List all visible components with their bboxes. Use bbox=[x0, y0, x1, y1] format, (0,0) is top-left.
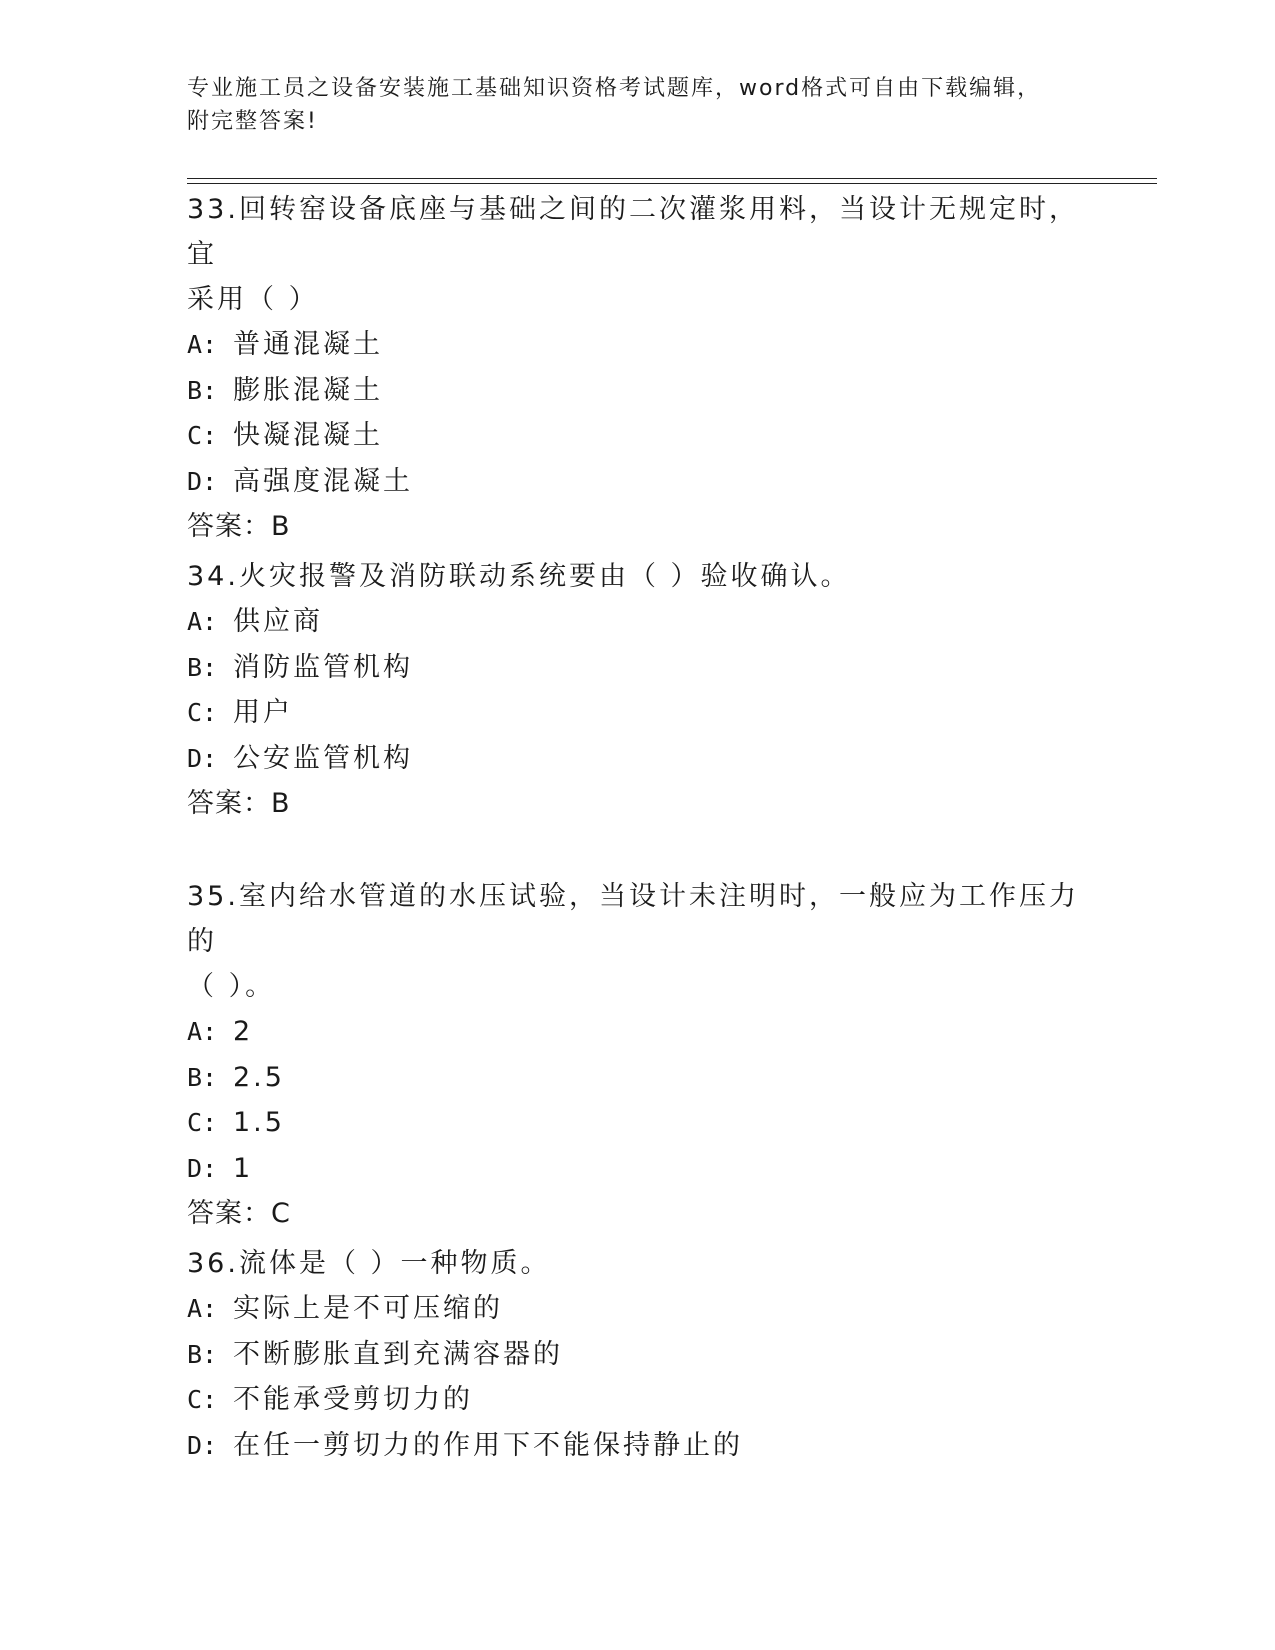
question-36 bbox=[187, 1241, 1087, 1468]
option-text: 快凝混凝土 bbox=[233, 420, 383, 452]
option-b bbox=[187, 1055, 1087, 1101]
question-stem-line-1: 33.回转窑设备底座与基础之间的二次灌浆用料，当设计无规定时，宜 bbox=[187, 194, 1079, 270]
option-text: 不断膨胀直到充满容器的 bbox=[233, 1338, 563, 1370]
option-text: 实际上是不可压缩的 bbox=[233, 1293, 503, 1324]
option-text: 普通混凝土 bbox=[233, 329, 383, 360]
option-letter: D: bbox=[187, 1430, 218, 1460]
option-a bbox=[187, 1286, 1087, 1332]
option-text: 不能承受剪切力的 bbox=[233, 1384, 473, 1416]
option-letter: A: bbox=[187, 330, 218, 359]
question-stem-line-1: 34.火灾报警及消防联动系统要由（ ）验收确认。 bbox=[187, 561, 851, 592]
option-b bbox=[187, 645, 1087, 691]
option-a bbox=[187, 322, 1087, 368]
option-letter: C: bbox=[187, 698, 218, 728]
option-text: 用户 bbox=[233, 697, 293, 729]
option-letter: D: bbox=[187, 743, 218, 773]
option-text: 2 bbox=[233, 1016, 254, 1047]
answer-line: 答案：B bbox=[187, 788, 291, 820]
option-letter: A: bbox=[187, 1294, 218, 1323]
option-c bbox=[187, 413, 1087, 459]
document-header bbox=[187, 72, 1087, 138]
option-text: 1 bbox=[233, 1152, 254, 1184]
option-letter: D: bbox=[187, 1153, 218, 1183]
option-letter: B: bbox=[187, 375, 218, 405]
option-text: 公安监管机构 bbox=[233, 742, 413, 774]
option-d bbox=[187, 1423, 1087, 1469]
option-letter: C: bbox=[187, 421, 218, 451]
option-letter: B: bbox=[187, 1062, 218, 1092]
header-line-2: 附完整答案! bbox=[187, 109, 318, 134]
option-text: 2.5 bbox=[233, 1061, 285, 1093]
option-text: 膨胀混凝土 bbox=[233, 374, 383, 406]
question-stem-line-1: 35.室内给水管道的水压试验，当设计未注明时，一般应为工作压力的 bbox=[187, 881, 1079, 957]
header-divider-top bbox=[187, 178, 1157, 179]
option-text: 1.5 bbox=[233, 1107, 285, 1139]
question-stem-line-2: 采用（ ） bbox=[187, 284, 319, 315]
question-33 bbox=[187, 187, 1087, 549]
option-d bbox=[187, 1146, 1087, 1192]
option-letter: B: bbox=[187, 1339, 218, 1369]
header-divider-bottom bbox=[187, 183, 1157, 184]
question-35 bbox=[187, 874, 1087, 1236]
option-letter: C: bbox=[187, 1385, 218, 1415]
option-text: 在任一剪切力的作用下不能保持静止的 bbox=[233, 1429, 743, 1461]
option-letter: B: bbox=[187, 652, 218, 682]
option-text: 高强度混凝土 bbox=[233, 465, 413, 497]
option-d bbox=[187, 459, 1087, 505]
question-stem-line-1: 36.流体是（ ）一种物质。 bbox=[187, 1248, 551, 1279]
option-letter: A: bbox=[187, 1017, 218, 1046]
option-b bbox=[187, 1332, 1087, 1378]
option-b bbox=[187, 368, 1087, 414]
header-line-1: 专业施工员之设备安装施工基础知识资格考试题库，word格式可自由下载编辑， bbox=[187, 76, 1042, 101]
option-text: 供应商 bbox=[233, 606, 323, 637]
option-d bbox=[187, 736, 1087, 782]
option-letter: C: bbox=[187, 1108, 218, 1138]
option-c bbox=[187, 690, 1087, 736]
option-letter: D: bbox=[187, 466, 218, 496]
option-c bbox=[187, 1377, 1087, 1423]
option-a bbox=[187, 599, 1087, 645]
question-34 bbox=[187, 554, 1087, 826]
answer-line: 答案：C bbox=[187, 1198, 291, 1230]
option-a bbox=[187, 1009, 1087, 1055]
option-text: 消防监管机构 bbox=[233, 651, 413, 683]
option-c bbox=[187, 1100, 1087, 1146]
option-letter: A: bbox=[187, 607, 218, 636]
question-stem-line-2: （ ）。 bbox=[187, 971, 276, 1002]
answer-line: 答案：B bbox=[187, 511, 291, 543]
